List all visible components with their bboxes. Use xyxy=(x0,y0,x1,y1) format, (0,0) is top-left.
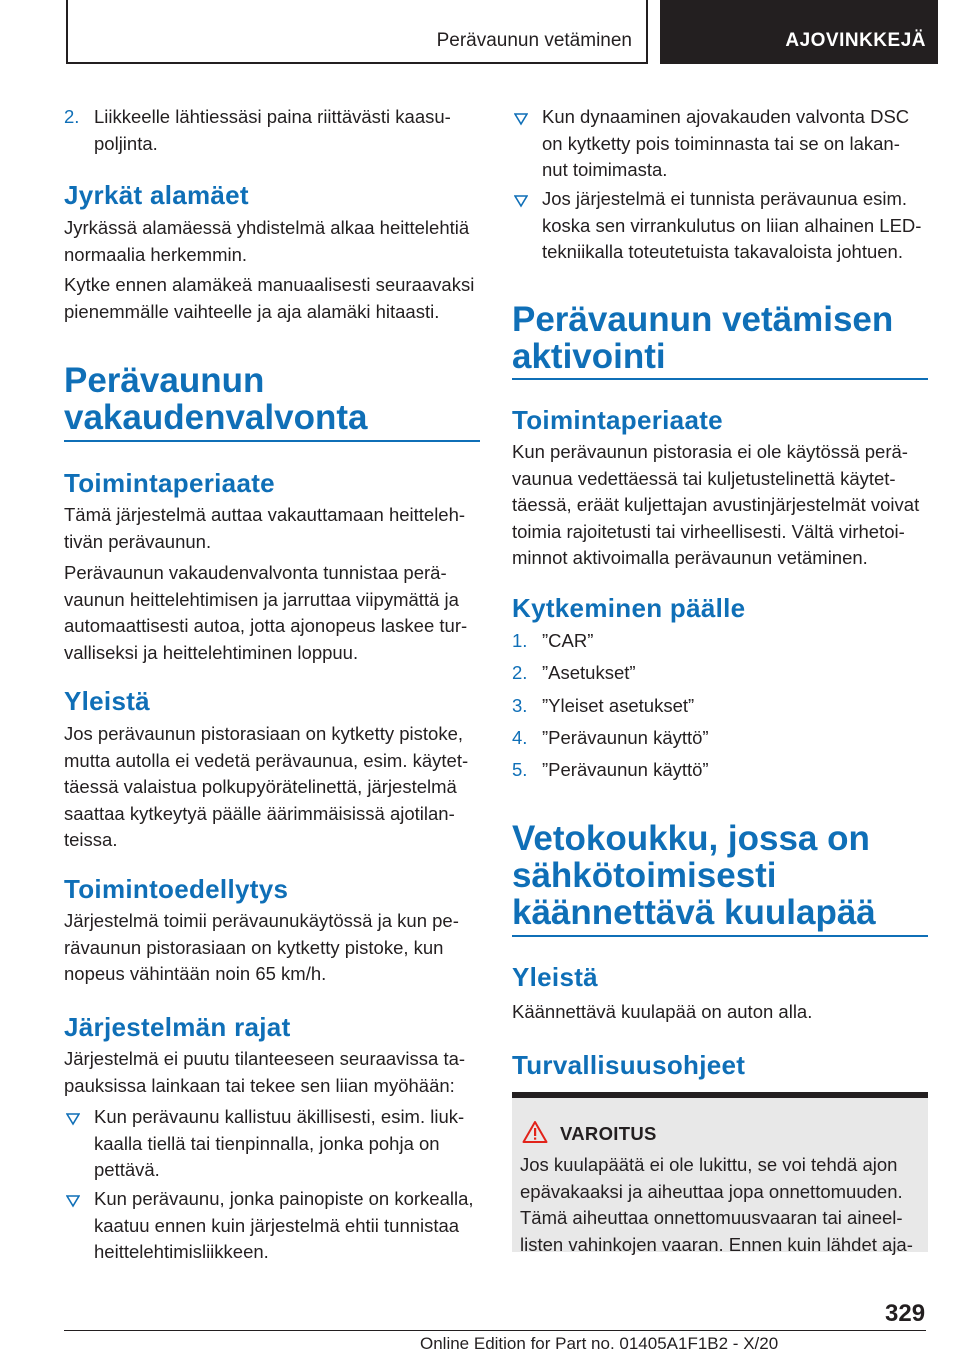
triangle-bullet-icon xyxy=(66,1112,80,1126)
chapter-heading-vetokoukku: Vetokoukku, jossa on sähkötoimisesti käännettävä kuulapää xyxy=(512,819,876,932)
step-number: 4. xyxy=(512,727,528,748)
paragraph-toiminta-2: Perävaunun vakaudenvalvonta tunnistaa perä- vaunun heittelehtimisen ja jarruttaa viipymättä ja automaattisesti autoa, jotta ajonopeus laskee tur- valliseksi ja heittelehtiminen loppuu. xyxy=(64,562,468,663)
step-text: ”Perävaunun käyttö” xyxy=(542,759,709,780)
header-title-box xyxy=(66,0,648,64)
chapter-rule xyxy=(512,378,928,380)
step-text: ”Perävaunun käyttö” xyxy=(542,727,709,748)
warning-title: VAROITUS xyxy=(560,1123,657,1144)
paragraph-yleista: Jos perävaunun pistorasiaan on kytketty pistoke, mutta autolla ei vedetä perävaunua, esim. käytet- täessä valaistua polkupyörätelinettä, järjestelmä saattaa kytkeytyä päälle äärimmäisissä ajotilan- teissa. xyxy=(64,723,469,850)
heading-toimintaperiaate-2: Toimintaperiaate xyxy=(512,405,723,435)
step-number: 2. xyxy=(64,106,80,127)
heading-kytkeminen-paalle: Kytkeminen päälle xyxy=(512,593,746,623)
step-text: ”Yleiset asetukset” xyxy=(542,695,695,716)
triangle-bullet-icon xyxy=(514,112,528,126)
heading-toimintaperiaate: Toimintaperiaate xyxy=(64,468,275,498)
triangle-bullet-icon xyxy=(66,1194,80,1208)
chapter-heading-aktivointi: Perävaunun vetämisen aktivointi xyxy=(512,300,894,376)
bullet-led: Jos järjestelmä ei tunnista perävaunua esim. koska sen virrankulutus on liian alhainen LED- tekniikalla toteutetuista takavaloista johtuen. xyxy=(542,188,922,262)
step-text: ”Asetukset” xyxy=(542,662,636,683)
step-number: 5. xyxy=(512,759,528,780)
paragraph-aktivointi: Kun perävaunun pistorasia ei ole käytössä perä- vaunua vedettäessä tai kuljetustelinettä käytet- täessä, eräät kuljettajan avustinjärjestelmät voivat toimia rajoitetusti tai virheellisesti. Vältä virhetoi- minnot aktivoimalla perävaunun vetäminen. xyxy=(512,441,920,568)
bullet-kallistuu: Kun perävaunu kallistuu äkillisesti, esim. liuk- kaalla tiellä tai tienpinnalla, jonka pohja on pettävä. xyxy=(94,1106,465,1180)
warning-box xyxy=(512,1092,928,1255)
heading-yleista: Yleistä xyxy=(64,686,150,716)
chapter-rule xyxy=(64,440,480,442)
paragraph-rajat: Järjestelmä ei puutu tilanteeseen seuraavissa ta- pauksissa lainkaan tai tekee sen liian myöhään: xyxy=(64,1048,466,1096)
header-section-box xyxy=(660,0,938,64)
heading-yleista-2: Yleistä xyxy=(512,962,598,992)
warning-text: Jos kuulapäätä ei ole lukittu, se voi tehdä ajon epävakaaksi ja aiheuttaa jopa onnettomuuden. Tämä aiheuttaa onnettomuusvaaran tai aineel- listen vahinkojen vaaran. Ennen kuin lähdet aja- xyxy=(520,1154,913,1255)
paragraph-edellytys: Järjestelmä toimii perävaunukäytössä ja kun pe- rävaunun pistorasiaan on kytketty pistoke, kun nopeus vähintään noin 65 km/h. xyxy=(64,910,459,984)
step-2-text: Liikkeelle lähtiessäsi paina riittävästi kaasu- poljinta. xyxy=(94,106,451,154)
footer-rule xyxy=(64,1330,926,1331)
chapter-rule xyxy=(512,935,928,937)
footer-edition: Online Edition for Part no. 01405A1F1B2 - X/20 xyxy=(420,1334,779,1353)
header-title: Perävaunun vetäminen xyxy=(436,30,632,51)
paragraph-jyrkat-2: Kytke ennen alamäkeä manuaalisesti seuraavaksi pienemmälle vaihteelle ja aja alamäki hitaasti. xyxy=(64,274,475,322)
warning-top-bar xyxy=(512,1092,928,1098)
paragraph-kuulapaa: Käännettävä kuulapää on auton alla. xyxy=(512,1001,813,1022)
paragraph-toiminta-1: Tämä järjestelmä auttaa vakauttamaan heitteleh- tivän perävaunun. xyxy=(64,504,466,552)
step-number: 2. xyxy=(512,662,528,683)
warning-triangle-icon xyxy=(522,1120,548,1144)
heading-toimintoedellytys: Toimintoedellytys xyxy=(64,874,289,904)
chapter-heading-vakaudenvalvonta: Perävaunun vakaudenvalvonta xyxy=(64,361,368,437)
heading-jyrkat-alamaet: Jyrkät alamäet xyxy=(64,180,249,210)
header-section: AJOVINKKEJÄ xyxy=(785,30,926,51)
heading-jarjestelman-rajat: Järjestelmän rajat xyxy=(64,1012,291,1042)
step-number: 3. xyxy=(512,695,528,716)
bullet-dsc: Kun dynaaminen ajovakauden valvonta DSC on kytketty pois toiminnasta tai se on lakan- nut toimimasta. xyxy=(542,106,910,180)
step-number: 1. xyxy=(512,630,528,651)
step-text: ”CAR” xyxy=(542,630,594,651)
paragraph-jyrkat-1: Jyrkässä alamäessä yhdistelmä alkaa heittelehtiä normaalia herkemmin. xyxy=(64,217,470,265)
bullet-kaatuu: Kun perävaunu, jonka painopiste on korkealla, kaatuu ennen kuin järjestelmä ehtii tunnistaa heittelehtimisliikkeen. xyxy=(94,1188,474,1262)
heading-turvallisuusohjeet: Turvallisuusohjeet xyxy=(512,1050,746,1080)
triangle-bullet-icon xyxy=(514,194,528,208)
page-number: 329 xyxy=(885,1300,926,1327)
